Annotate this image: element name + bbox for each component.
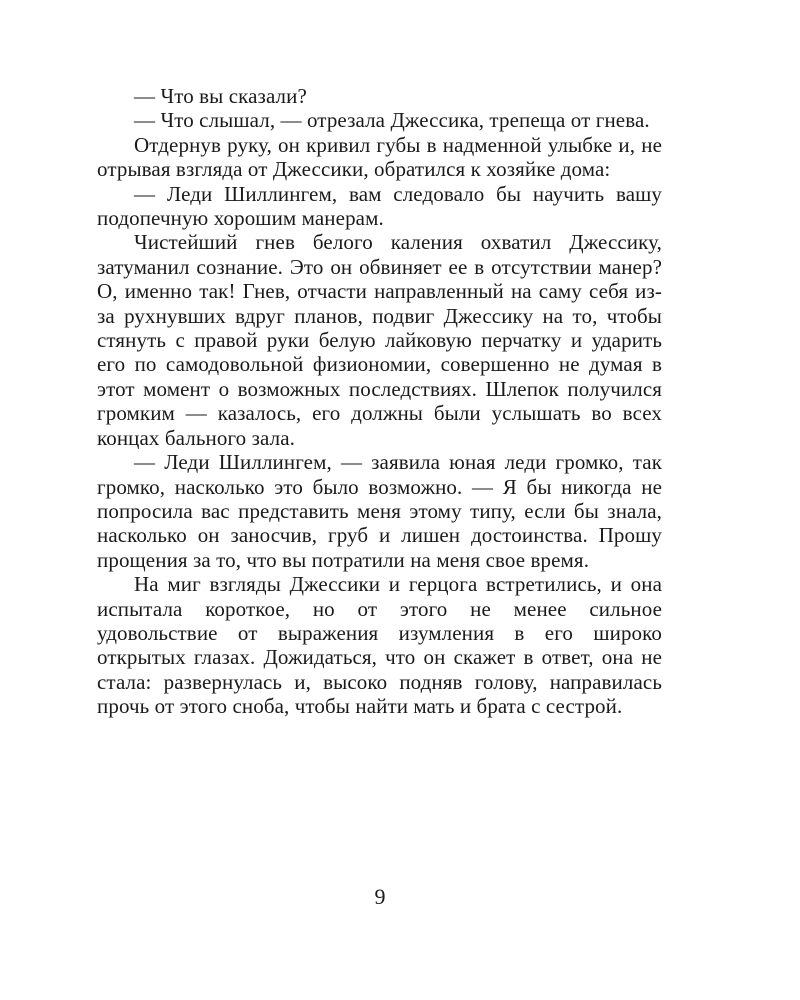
paragraph-3: Отдернув руку, он кривил губы в надменной улыбке и, не отрывая взгляда от Джессики, обратился к хозяйке дома: <box>97 132 662 182</box>
paragraph-4: — Леди Шиллингем, вам следовало бы научить вашу подопечную хорошим манерам. <box>97 181 662 231</box>
body-text <box>97 84 662 719</box>
paragraph-6: — Леди Шиллингем, — заявила юная леди громко, так громко, насколько это было возможно. — Я бы никогда не попросила вас представить меня этому типу, если бы знала, насколько он заносчив, груб и лишен достоинства. Прошу прощения за то, что вы потратили на меня свое время. <box>97 450 662 572</box>
paragraph-7: На миг взгляды Джессики и герцога встретились, и она испытала короткое, но от этого не менее сильное удовольствие от выражения изумления в его широко открытых глазах. Дожидаться, что он скажет в ответ, она не стала: развернулась и, высоко подняв голову, направилась прочь от этого сноба, чтобы найти мать и брата с сестрой. <box>97 572 662 719</box>
paragraph-5: Чистейший гнев белого каления охватил Джессику, затуманил сознание. Это он обвиняет ее в отсутствии манер? О, именно так! Гнев, отчасти направленный на саму себя из-за рухнувших вдруг планов, подвиг Джессику на то, чтобы стянуть с правой руки белую лайковую перчатку и ударить его по самодовольной физиономии, совершенно не думая в этот момент о возможных последствиях. Шлепок получился громким — казалось, его должны были услышать во всех концах бального зала. <box>97 230 662 450</box>
page-number: 9 <box>374 884 386 909</box>
paragraph-2: — Что слышал, — отрезала Джессика, трепеща от гнева. <box>134 108 650 133</box>
paragraph-1: — Что вы сказали? <box>134 84 307 108</box>
